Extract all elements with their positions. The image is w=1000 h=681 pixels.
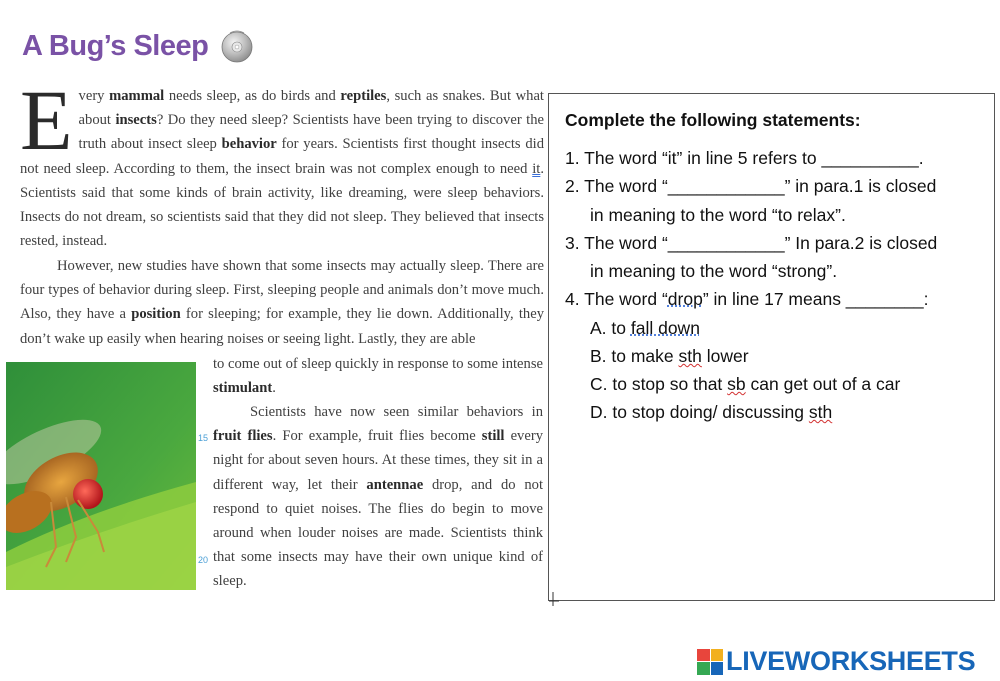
- drop-cap: E: [20, 72, 73, 168]
- bold-still: still: [481, 428, 505, 445]
- option-b-prefix: B. to make: [590, 346, 679, 366]
- brand-name: LIVEWORKSHEETS: [726, 646, 976, 676]
- p2-text-c: for sleeping; for example, they lie down. Additionally, they don’t wake up easily when hearing noises or seeing light. Lastly, they are able: [20, 306, 544, 347]
- liveworksheets-logo[interactable]: [697, 646, 975, 677]
- bold-reptiles: reptiles: [340, 88, 387, 104]
- exercise-box: [548, 93, 995, 601]
- option-b-word: sth: [678, 346, 702, 366]
- p1-text-f: for years. Scientists first thought insects did not need sleep. According to them, the insect brain was not complex enough to need: [20, 136, 544, 177]
- paragraph-2-continued: [213, 352, 543, 400]
- bold-behavior: behavior: [221, 136, 277, 153]
- question-1[interactable]: 1. The word “it” in line 5 refers to __________.: [565, 148, 924, 168]
- option-b[interactable]: [590, 346, 749, 367]
- p3-text-c: . For example, fruit flies become: [272, 428, 482, 445]
- bold-insects: insects: [115, 112, 157, 129]
- p1-text-e: ? Do they need sleep? Scientists have been trying to discover the truth about insect sleep: [78, 112, 544, 153]
- p1-text-a: very: [78, 88, 110, 104]
- bold-antennae: antennae: [366, 476, 424, 493]
- liveworksheets-logo-icon: [697, 649, 723, 675]
- paragraph-1: [20, 72, 544, 254]
- q4-prefix: 4. The word “: [565, 289, 668, 309]
- option-c-word: sb: [727, 374, 746, 394]
- p3-text-a: Scientists have now seen similar behaviors in: [250, 404, 543, 420]
- question-2-line-2: in meaning to the word “to relax”.: [590, 205, 846, 225]
- line-number-15: 15: [198, 433, 209, 443]
- p1-text-g: . Scientists said that some kinds of brain activity, like dreaming, were sleep behaviors. Insects do not dream, so scientists said that they did not sleep. They believed that insects rested, instead.: [20, 160, 544, 250]
- option-d-prefix: D. to stop doing/ discussing: [590, 402, 809, 422]
- option-c-suffix: can get out of a car: [745, 374, 901, 394]
- cd-disc-icon: [220, 29, 254, 63]
- q4-suffix[interactable]: ” in line 17 means ________:: [702, 289, 929, 309]
- option-c-prefix: C. to stop so that: [590, 374, 728, 394]
- question-3-line-1[interactable]: 3. The word “____________” In para.2 is closed: [565, 233, 938, 253]
- option-a-prefix: A. to: [590, 318, 631, 338]
- p2-cont-a: to come out of sleep quickly in response to some intense: [213, 356, 543, 372]
- question-4: [565, 289, 929, 310]
- bold-fruit-flies: fruit flies: [213, 428, 273, 445]
- option-c[interactable]: [590, 374, 900, 395]
- question-3-line-2: in meaning to the word “strong”.: [590, 261, 838, 281]
- question-2-line-1[interactable]: 2. The word “____________” in para.1 is closed: [565, 176, 937, 196]
- bold-position: position: [131, 306, 181, 323]
- option-d[interactable]: [590, 402, 832, 423]
- q4-word-drop: drop: [667, 289, 703, 309]
- p1-text-d: , such as snakes. But what about: [78, 88, 544, 129]
- option-d-word: sth: [808, 402, 833, 422]
- p1-text-c: needs sleep, as do birds and: [164, 88, 341, 104]
- bold-stimulant: stimulant: [213, 380, 273, 397]
- p3-text-e: drop, and do not respond to quiet noises. The flies do begin to move around when louder noises are made. Scientists think that some insects may have their own unique kind of sleep.: [213, 476, 543, 590]
- option-a-word: fall down: [630, 318, 700, 338]
- exercise-heading: Complete the following statements:: [565, 110, 861, 130]
- page-title: A Bug’s Sleep: [22, 29, 209, 62]
- option-b-suffix: lower: [701, 346, 749, 366]
- word-it: it: [532, 160, 541, 177]
- title-row: [22, 26, 254, 66]
- line-number-20: 20: [198, 555, 209, 565]
- bold-mammal: mammal: [109, 88, 165, 104]
- paragraph-2: [20, 254, 544, 352]
- crosshair-cursor-icon: [549, 592, 561, 606]
- paragraph-3: [213, 400, 543, 594]
- p2-text-a: However, new studies have shown that some insects may actually sleep. There are four types of behavior during sleep. First, sleeping people and animals don’t move much. Also, they have a: [20, 258, 544, 323]
- fruit-fly-photo: [6, 362, 196, 590]
- p2-cont-c: .: [272, 380, 276, 397]
- reading-passage: [20, 72, 544, 352]
- option-a[interactable]: [590, 318, 700, 339]
- p3-text-d: every night for about seven hours. At these times, they sit in a different way, let their: [213, 428, 543, 493]
